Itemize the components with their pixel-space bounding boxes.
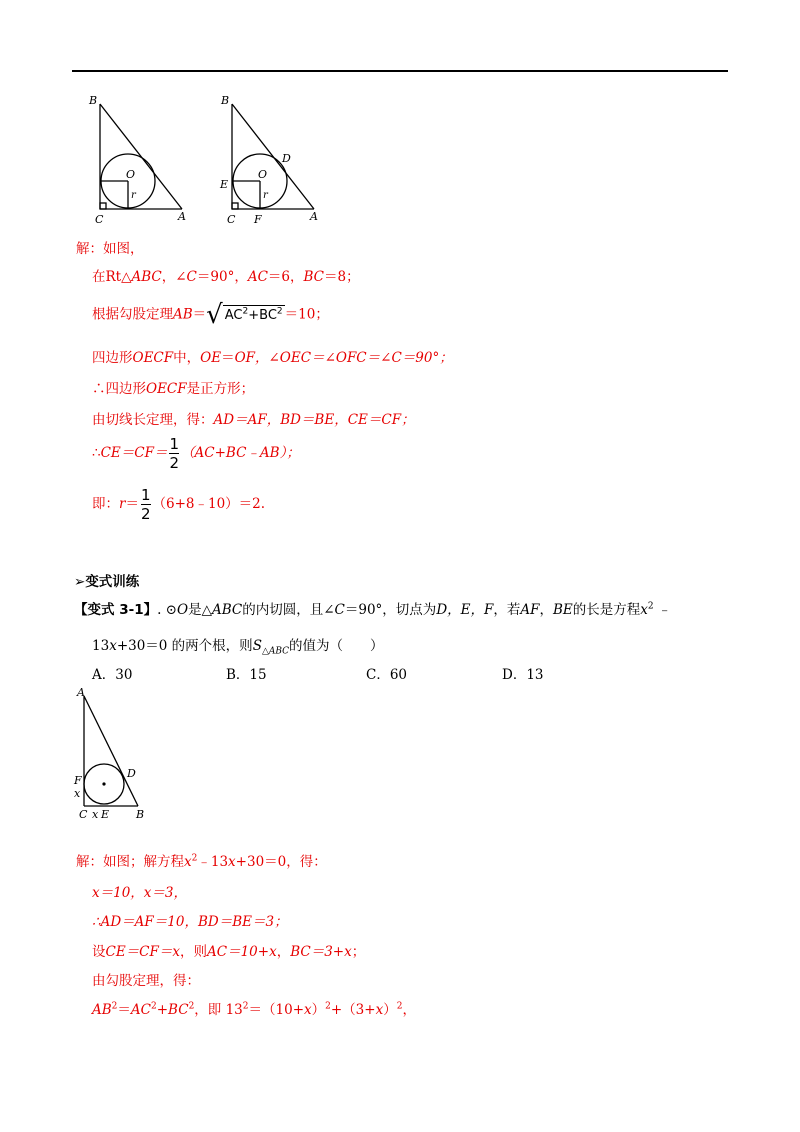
option-b[interactable]: B．15: [226, 667, 267, 683]
options-row: [92, 663, 732, 683]
option-c[interactable]: C．60: [366, 667, 408, 683]
solution-line-1: 在Rt△ABC，∠C＝90°，AC＝6，BC＝8；: [92, 269, 360, 285]
figure-problem-triangle: [70, 684, 160, 824]
label-e: E: [220, 178, 229, 191]
label-e: E: [101, 808, 110, 821]
solution2-line-3: ∴AD＝AF＝10，BD＝BE＝3；: [92, 914, 288, 930]
solution-header: 解：如图，: [76, 241, 144, 257]
label-d: D: [282, 152, 291, 165]
label-x-bottom: x: [92, 808, 99, 821]
problem-line-1: 【变式 3-1】. ⊙O是△ABC的内切圆，且∠C＝90°，切点为D，E，F，若AF，BE的长是方程$x^2$ ﹣: [74, 601, 672, 618]
side-ab: [100, 104, 182, 209]
label-f: F: [74, 774, 82, 787]
solution-line-5: 由切线长定理，得：AD＝AF，BD＝BE，CE＝CF；: [92, 412, 415, 428]
label-c: C: [227, 213, 236, 226]
solution-line-2: 根据勾股定理AB＝√ $AC^2+BC^2 =10$；: [92, 300, 329, 330]
solution2-line-4: 设CE＝CF＝x，则AC＝10+x，BC＝3+x；: [92, 944, 366, 960]
solution-line-3: 四边形OECF中，OE＝OF，∠OEC＝∠OFC＝∠C＝90°；: [92, 350, 453, 366]
solution2-line-2: x＝10，x＝3，: [92, 885, 187, 901]
label-a: A: [178, 210, 186, 223]
label-b: B: [89, 94, 98, 107]
label-x-left: x: [74, 787, 81, 800]
label-c: C: [95, 213, 104, 226]
solution2-line-1: 解：如图；解方程$x^2﹣13x+30=0$，得：: [76, 853, 327, 870]
label-d: D: [127, 767, 136, 780]
solution2-line-5: 由勾股定理，得：: [92, 973, 200, 989]
fraction-half: $\frac{1}{2}$: [169, 435, 180, 472]
label-a: A: [310, 210, 318, 223]
label-f: F: [254, 213, 262, 226]
figure-right-triangle-incircle-2: [218, 92, 328, 227]
solution2-line-6: $AB^2=AC^2+BC^2$，即 $13^2=(10+x)^2+(3+x)^2$，: [92, 1001, 416, 1018]
solution-line-4: ∴四边形OECF是正方形；: [92, 381, 255, 397]
label-b: B: [136, 808, 145, 821]
arrow-icon: ➢: [74, 574, 86, 590]
label-o: O: [126, 168, 136, 181]
solution-line-7: 即：r＝ $\frac{1}{2}$ （6+8﹣10）＝2.: [92, 486, 266, 523]
solution-line-6: ∴CE＝CF＝ $\frac{1}{2}$ （AC+BC﹣AB）；: [92, 435, 300, 472]
label-a: A: [77, 686, 85, 699]
header-rule: [72, 70, 728, 72]
label-b: B: [221, 94, 230, 107]
section-heading: ➢变式训练: [74, 574, 140, 590]
center-dot: [102, 782, 105, 785]
option-a[interactable]: A．30: [92, 667, 133, 683]
label-o: O: [258, 168, 268, 181]
sqrt-expression: √ $AC^2+BC^2$: [206, 300, 283, 330]
option-d[interactable]: D．13: [502, 667, 544, 683]
figure-right-triangle-incircle-1: [86, 92, 196, 227]
fraction-half: $\frac{1}{2}$: [140, 486, 151, 523]
label-r: r: [131, 190, 136, 201]
label-r: r: [263, 190, 268, 201]
label-c: C: [79, 808, 88, 821]
right-angle-mark: [100, 203, 106, 209]
problem-line-2: 13x+30＝0 的两个根，则$S_{\triangle ABC}$的值为（ ）: [92, 638, 384, 657]
